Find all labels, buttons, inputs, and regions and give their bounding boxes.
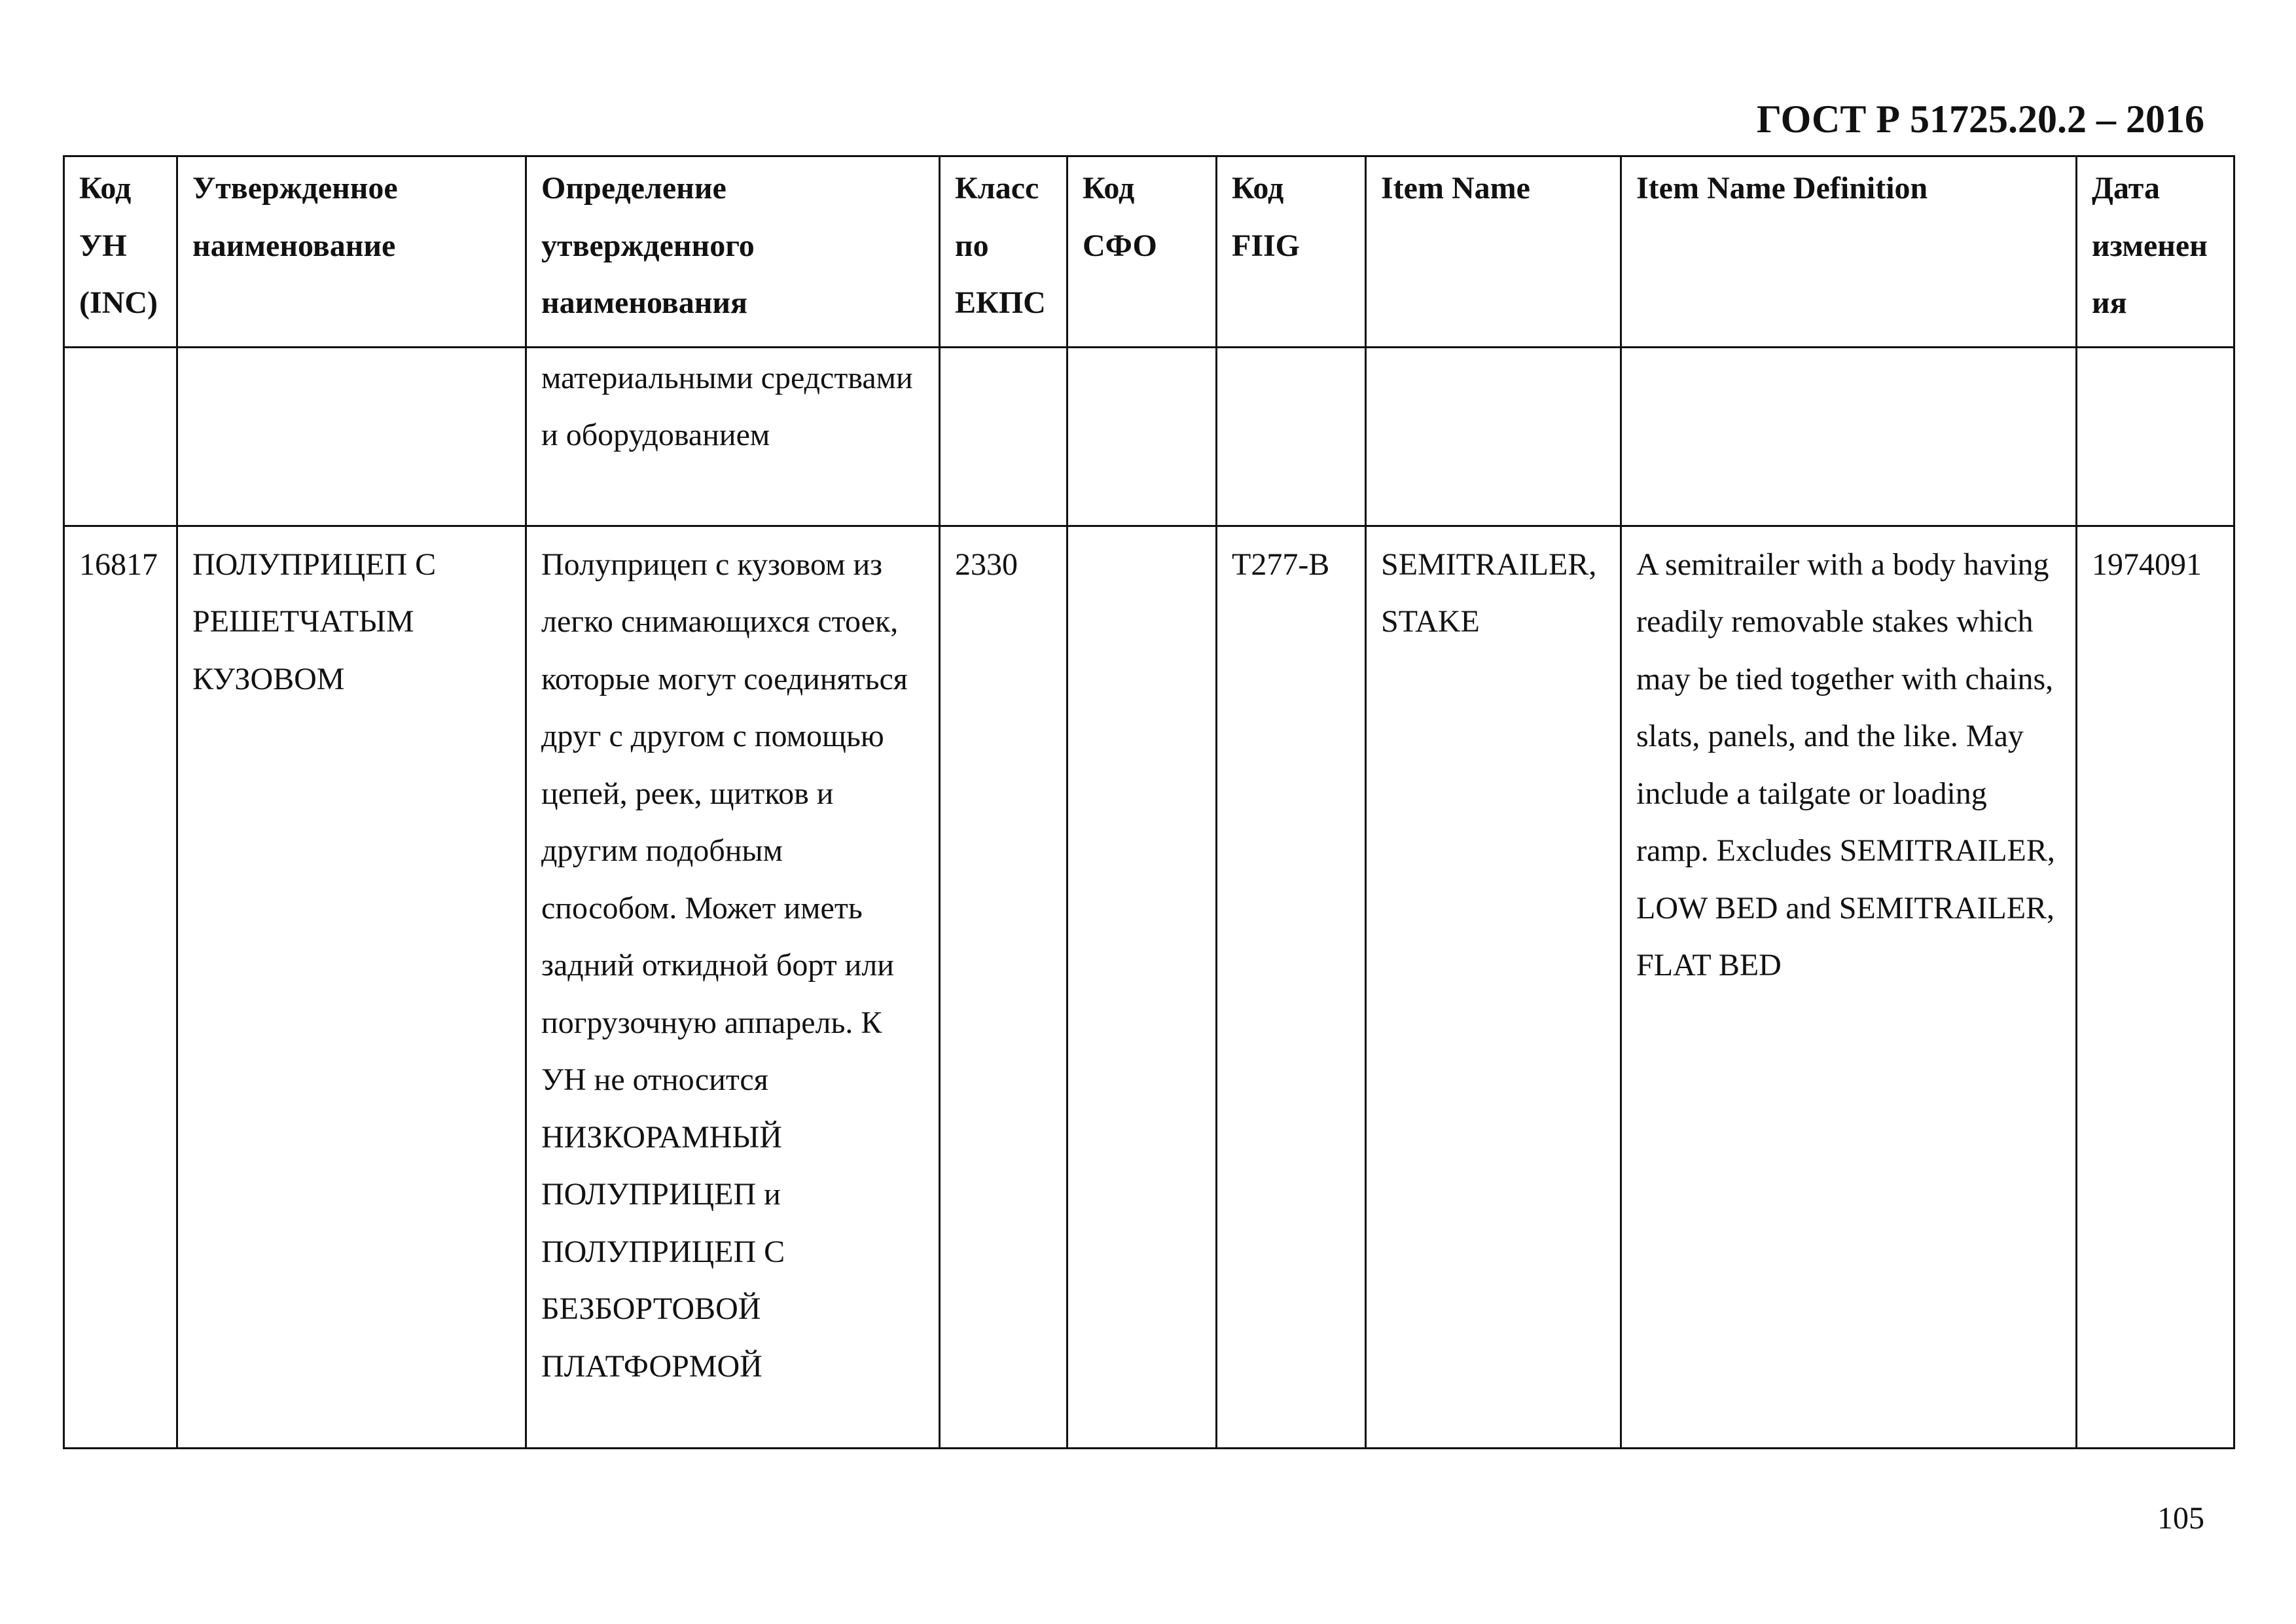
cell-change-date: 1974091 [2077,526,2234,1448]
header-approved-name: Утвержденное наименование [177,156,526,348]
header-sfo-code: Код СФО [1067,156,1217,348]
cell-item-name: SEMITRAILER, STAKE [1366,526,1621,1448]
page-number: 105 [2157,1501,2204,1536]
cell-ekps-class [940,347,1067,526]
cell-fiig-code: T277-B [1217,526,1366,1448]
cell-inc [64,347,177,526]
cell-sfo-code [1067,526,1217,1448]
cell-sfo-code [1067,347,1217,526]
cell-item-name-definition [1621,347,2077,526]
cell-inc: 16817 [64,526,177,1448]
header-item-name-definition: Item Name Definition [1621,156,2077,348]
table-row [64,526,2234,1448]
header-inc: Код УН (INC) [64,156,177,348]
cell-item-name-definition: A semitrailer with a body having readily removable stakes which may be tied together with chains, slats, panels, and the like. May include a tailgate or loading ramp. Excludes SEMITRAILER, LOW BED and SEMITRAILER, FLAT BED [1621,526,2077,1448]
document-standard-header: ГОСТ Р 51725.20.2 – 2016 [1756,98,2204,141]
cell-ekps-class: 2330 [940,526,1067,1448]
approved-names-table [63,155,2235,1449]
cell-change-date [2077,347,2234,526]
table-header-row [64,156,2234,348]
cell-item-name [1366,347,1621,526]
cell-definition: материальными средствами и оборудованием [526,347,940,526]
cell-definition: Полуприцеп с кузовом из легко снимающихся стоек, которые могут соединяться друг с другом с помощью цепей, реек, щитков и другим подобным способом. Может иметь задний откидной борт или погрузочную аппарель. К УН не относится НИЗКОРАМНЫЙ ПОЛУПРИЦЕП и ПОЛУПРИЦЕП С БЕЗБОРТОВОЙ ПЛАТФОРМОЙ [526,526,940,1448]
header-change-date: Дата изменения [2077,156,2234,348]
header-ekps-class: Класс по ЕКПС [940,156,1067,348]
header-item-name: Item Name [1366,156,1621,348]
table-row [64,347,2234,526]
cell-approved-name: ПОЛУПРИЦЕП С РЕШЕТЧАТЫМ КУЗОВОМ [177,526,526,1448]
header-fiig-code: Код FIIG [1217,156,1366,348]
cell-approved-name [177,347,526,526]
cell-fiig-code [1217,347,1366,526]
header-definition: Определение утвержденного наименования [526,156,940,348]
